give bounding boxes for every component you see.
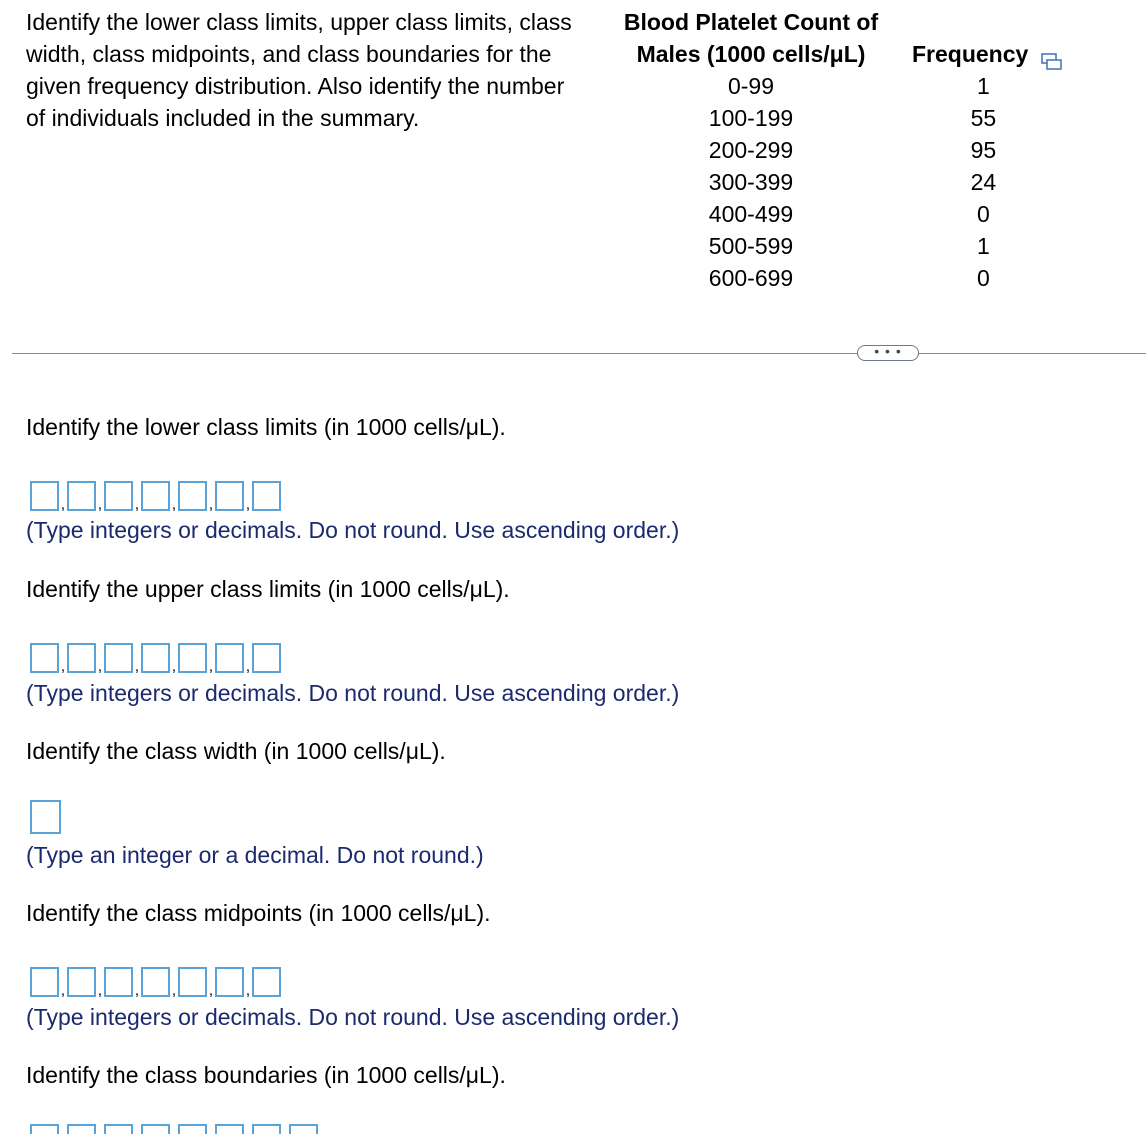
midpoint-input-6[interactable] [215,967,244,997]
table-row [598,134,1063,166]
expand-more-button[interactable]: • • • [857,345,919,361]
lower-limit-input-2[interactable] [67,481,96,511]
lower-limit-input-4[interactable] [141,481,170,511]
class-range: 500-599 [708,233,794,259]
table-row [598,262,1063,294]
comma-separator: , [245,496,251,513]
class-frequency: 95 [970,137,997,163]
class-frequency: 0 [976,201,990,227]
class-range: 600-699 [708,265,794,291]
table-row [598,102,1063,134]
upper-limits-prompt: Identify the upper class limits (in 1000 cells/μL). [26,576,510,602]
comma-separator: , [208,658,214,675]
upper-limit-input-3[interactable] [104,643,133,673]
lower-limit-input-5[interactable] [178,481,207,511]
class-range: 300-399 [708,169,794,195]
lower-limit-input-6[interactable] [215,481,244,511]
boundary-input-8[interactable] [289,1124,318,1134]
comma-separator: , [97,982,103,999]
class-frequency: 55 [970,105,997,131]
class-frequency: 1 [976,73,990,99]
midpoint-input-3[interactable] [104,967,133,997]
midpoint-input-5[interactable] [178,967,207,997]
class-frequency: 1 [976,233,990,259]
column-header-frequency [904,6,1063,70]
midpoints-hint: (Type integers or decimals. Do not round. Use ascending order.) [26,1004,680,1030]
class-range: 200-299 [708,137,794,163]
boundary-input-6[interactable] [215,1124,244,1134]
lower-limits-prompt: Identify the lower class limits (in 1000 cells/μL). [26,414,506,440]
table-row [598,230,1063,262]
comma-separator: , [97,658,103,675]
upper-limit-input-4[interactable] [141,643,170,673]
class-frequency: 24 [970,169,997,195]
comma-separator: , [171,496,177,513]
boundary-input-4[interactable] [141,1124,170,1134]
upper-limits-hint: (Type integers or decimals. Do not round. Use ascending order.) [26,680,680,706]
problem-statement: Identify the lower class limits, upper class limits, class width, class midpoints, and class boundaries for the given frequency distribution. Also identify the number of individuals included in the summary. [26,9,572,131]
copy-table-icon[interactable] [1041,47,1063,65]
comma-separator: , [171,658,177,675]
class-range: 400-499 [708,201,794,227]
midpoint-input-4[interactable] [141,967,170,997]
comma-separator: , [208,982,214,999]
upper-limit-input-6[interactable] [215,643,244,673]
lower-limit-input-7[interactable] [252,481,281,511]
comma-separator: , [208,496,214,513]
midpoints-prompt: Identify the class midpoints (in 1000 cells/μL). [26,900,491,926]
comma-separator: , [134,982,140,999]
class-range: 0-99 [727,73,775,99]
frequency-table [598,6,1063,294]
comma-separator: , [60,658,66,675]
lower-limit-input-3[interactable] [104,481,133,511]
comma-separator: , [97,496,103,513]
midpoint-input-1[interactable] [30,967,59,997]
section-divider [12,353,1146,354]
class-width-answers [30,800,61,834]
comma-separator: , [171,982,177,999]
table-row [598,198,1063,230]
table-row [598,70,1063,102]
column-header-platelet-count [598,6,904,70]
upper-limit-input-5[interactable] [178,643,207,673]
boundaries-prompt: Identify the class boundaries (in 1000 cells/μL). [26,1062,506,1088]
class-range: 100-199 [708,105,794,131]
class-width-hint: (Type an integer or a decimal. Do not round.) [26,842,484,868]
boundary-input-1[interactable] [30,1124,59,1134]
comma-separator: , [134,658,140,675]
lower-limits-answers [30,477,281,511]
lower-limits-hint: (Type integers or decimals. Do not round. Use ascending order.) [26,517,680,543]
upper-limits-answers [30,639,281,673]
comma-separator: , [60,982,66,999]
boundary-input-7[interactable] [252,1124,281,1134]
boundary-input-5[interactable] [178,1124,207,1134]
column-header-line1: Blood Platelet Count of [623,9,879,35]
upper-limit-input-1[interactable] [30,643,59,673]
lower-limit-input-1[interactable] [30,481,59,511]
class-width-prompt: Identify the class width (in 1000 cells/μL). [26,738,446,764]
frequency-header-label: Frequency [912,41,1029,67]
comma-separator: , [245,658,251,675]
comma-separator: , [245,982,251,999]
column-header-line2: Males (1000 cells/μL) [636,41,866,67]
upper-limit-input-2[interactable] [67,643,96,673]
midpoint-input-7[interactable] [252,967,281,997]
midpoints-answers [30,963,281,997]
upper-limit-input-7[interactable] [252,643,281,673]
class-width-input[interactable] [30,800,61,834]
boundary-input-3[interactable] [104,1124,133,1134]
midpoint-input-2[interactable] [67,967,96,997]
comma-separator: , [134,496,140,513]
comma-separator: , [60,496,66,513]
boundaries-answers [30,1124,318,1134]
table-row [598,166,1063,198]
boundary-input-2[interactable] [67,1124,96,1134]
class-frequency: 0 [976,265,990,291]
